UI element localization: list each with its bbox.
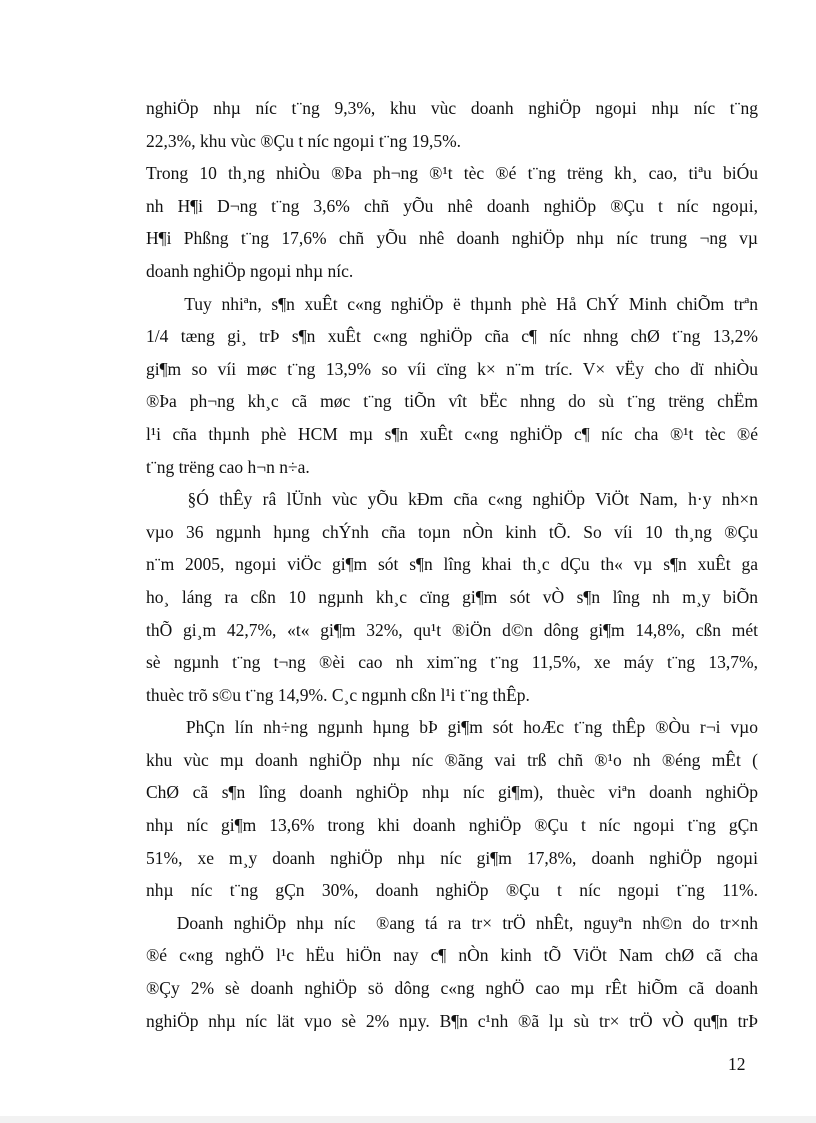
text-line: nh H¶i D¬ng t¨ng 3,6% chñ yÕu nhê doanh nghiÖp ®Çu t níc ngoµi, [146,195,758,216]
text-line: 22,3%, khu vùc ®Çu t níc ngoµi t¨ng 19,5%. [146,130,462,151]
text-line: thÕ gi¸m 42,7%, «t« gi¶m 32%, qu¹t ®iÖn d©n dông gi¶m 14,8%, cßn mét [146,619,758,640]
text-line: khu vùc mµ doanh nghiÖp nhµ níc ®ãng vai trß chñ ®¹o nh ®éng mÊt ( [146,749,758,770]
text-line: PhÇn lín nh÷ng ngµnh hµng bÞ gi¶m sót hoÆc t¨ng thÊp ®Òu r¬i vµo [146,717,758,738]
text-line: ho¸ láng ra cßn 10 ngµnh kh¸c cïng gi¶m sót vÒ s¶n lîng nh m¸y biÕn [146,586,758,607]
text-line: nghiÖp nhµ níc t¨ng 9,3%, khu vùc doanh nghiÖp ngoµi nhµ níc t¨ng [146,98,758,118]
text-line: nhµ níc gi¶m 13,6% trong khi doanh nghiÖp ®Çu t níc ngoµi t¨ng gÇn [146,815,758,836]
text-line: 1/4 tæng gi¸ trÞ s¶n xuÊt c«ng nghiÖp cña c¶ níc nhng chØ t¨ng 13,2% [146,326,758,347]
text-line: doanh nghiÖp ngoµi nhµ níc. [146,260,354,281]
text-line: sè ngµnh t¨ng t¬ng ®èi cao nh xim¨ng t¨ng 11,5%, xe máy t¨ng 13,7%, [146,652,758,673]
paragraph [146,92,758,157]
text-line: Doanh nghiÖp nhµ níc ®ang tá ra tr× trÖ nhÊt, nguyªn nh©n do tr×nh [146,912,758,933]
text-line: ChØ cã s¶n lîng doanh nghiÖp nhµ níc gi¶m), thuèc viªn doanh nghiÖp [146,782,758,803]
text-line: H¶i Phßng t¨ng 17,6% chñ yÕu nhê doanh nghiÖp nhµ níc trung ¬ng vµ [146,228,758,249]
text-line: §Ó thÊy râ lÜnh vùc yÕu kÐm cña c«ng nghiÖp ViÖt Nam, h·y nh×n [146,489,758,510]
text-line: nhµ níc t¨ng gÇn 30%, doanh nghiÖp ®Çu t níc ngoµi t¨ng 11%. [146,880,758,901]
text-line: t¨ng trëng cao h¬n n÷a. [146,456,310,477]
text-line: Trong 10 th¸ng nhiÒu ®Þa ph¬ng ®¹t tèc ®é t¨ng trëng kh¸ cao, tiªu biÓu [146,163,758,184]
text-line: ®Þa ph¬ng kh¸c cã møc t¨ng tiÕn vît bËc nhng do sù t¨ng trëng chËm [146,391,758,412]
text-line: Tuy nhiªn, s¶n xuÊt c«ng nghiÖp ë thµnh phè Hå ChÝ Minh chiÕm trªn [146,293,758,314]
text-line: ®Çy 2% sè doanh nghiÖp sö dông c«ng nghÖ cao mµ rÊt hiÕm cã doanh [146,978,758,999]
page-bottom-edge [0,1116,816,1123]
paragraph [146,483,758,711]
document-body [146,92,758,1037]
page-number: 12 [728,1054,746,1074]
text-line: nghiÖp nhµ níc lät vµo sè 2% nµy. B¶n c¹nh ®ã lµ sù tr× trÖ vÒ qu¶n trÞ [146,1010,758,1031]
text-line: l¹i cña thµnh phè HCM mµ s¶n xuÊt c«ng nghiÖp c¶ níc cha ®¹t tèc ®é [146,423,758,444]
text-line: vµo 36 ngµnh hµng chÝnh cña toµn nÒn kinh tÕ. So víi 10 th¸ng ®Çu [146,521,758,542]
paragraph [146,288,758,484]
text-line: 51%, xe m¸y doanh nghiÖp nhµ níc gi¶m 17,8%, doanh nghiÖp ngoµi [146,847,758,868]
paragraph [146,711,758,907]
paragraph [146,157,758,287]
text-line: gi¶m so víi møc t¨ng 13,9% so víi cïng k× n¨m tríc. V× vËy cho dï nhiÒu [146,358,758,379]
text-line: ®é c«ng nghÖ l¹c hËu hiÖn nay c¶ nÒn kinh tÕ ViÖt Nam chØ cã cha [146,945,758,966]
paragraph [146,907,758,1037]
text-line: thuèc trõ s©u t¨ng 14,9%. C¸c ngµnh cßn l¹i t¨ng thÊp. [146,684,530,705]
text-line: n¨m 2005, ngoµi viÖc gi¶m sót s¶n lîng khai th¸c dÇu th« vµ s¶n xuÊt ga [146,554,758,575]
